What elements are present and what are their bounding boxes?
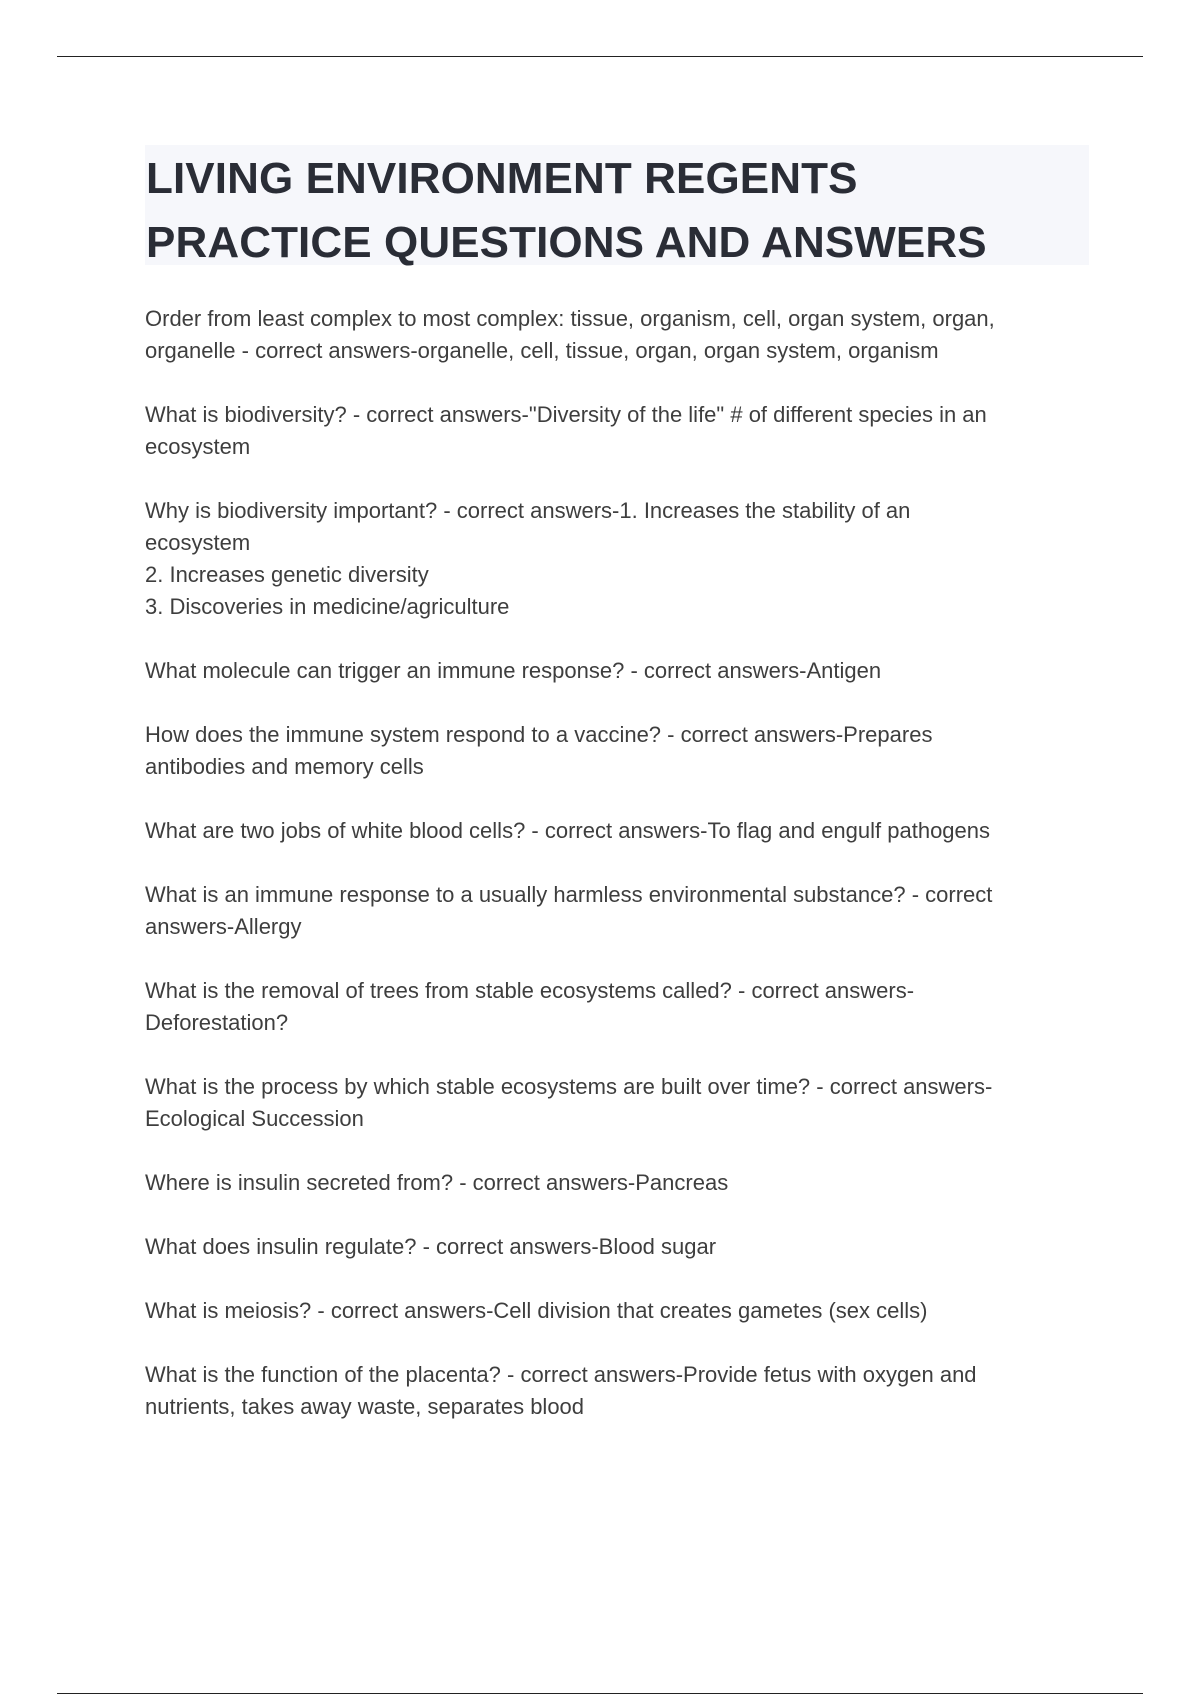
bottom-rule (57, 1693, 1143, 1694)
qa-item: What molecule can trigger an immune response? - correct answers-Antigen (145, 658, 882, 683)
qa-item: What does insulin regulate? - correct answers-Blood sugar (145, 1234, 717, 1259)
qa-item: What is an immune response to a usually harmless environmental substance? - correct answers-Allergy (145, 882, 993, 939)
qa-item: Where is insulin secreted from? - correct answers-Pancreas (145, 1170, 729, 1195)
qa-item: What is meiosis? - correct answers-Cell division that creates gametes (sex cells) (145, 1298, 928, 1323)
qa-item: What is the process by which stable ecosystems are built over time? - correct answers- Ecological Succession (145, 1074, 993, 1131)
qa-item: What are two jobs of white blood cells? - correct answers-To flag and engulf pathogens (145, 818, 991, 843)
qa-item: What is biodiversity? - correct answers-"Diversity of the life" # of different species in an ecosystem (145, 402, 987, 459)
title-line-1: LIVING ENVIRONMENT REGENTS (146, 154, 858, 203)
qa-list (145, 303, 1090, 1455)
qa-item: Why is biodiversity important? - correct answers-1. Increases the stability of an ecosystem 2. Increases genetic diversity 3. Discoveries in medicine/agriculture (145, 498, 911, 619)
title-line-2: PRACTICE QUESTIONS AND ANSWERS (146, 218, 987, 267)
qa-item: What is the removal of trees from stable ecosystems called? - correct answers- Deforestation? (145, 978, 915, 1035)
qa-item: Order from least complex to most complex: tissue, organism, cell, organ system, organ, organelle - correct answers-organelle, cell, tissue, organ, organ system, organism (145, 306, 995, 363)
qa-item: What is the function of the placenta? - correct answers-Provide fetus with oxygen and nutrients, takes away waste, separates blood (145, 1362, 977, 1419)
top-rule (57, 56, 1143, 57)
qa-item: How does the immune system respond to a vaccine? - correct answers-Prepares antibodies and memory cells (145, 722, 933, 779)
page-title (145, 145, 1089, 265)
